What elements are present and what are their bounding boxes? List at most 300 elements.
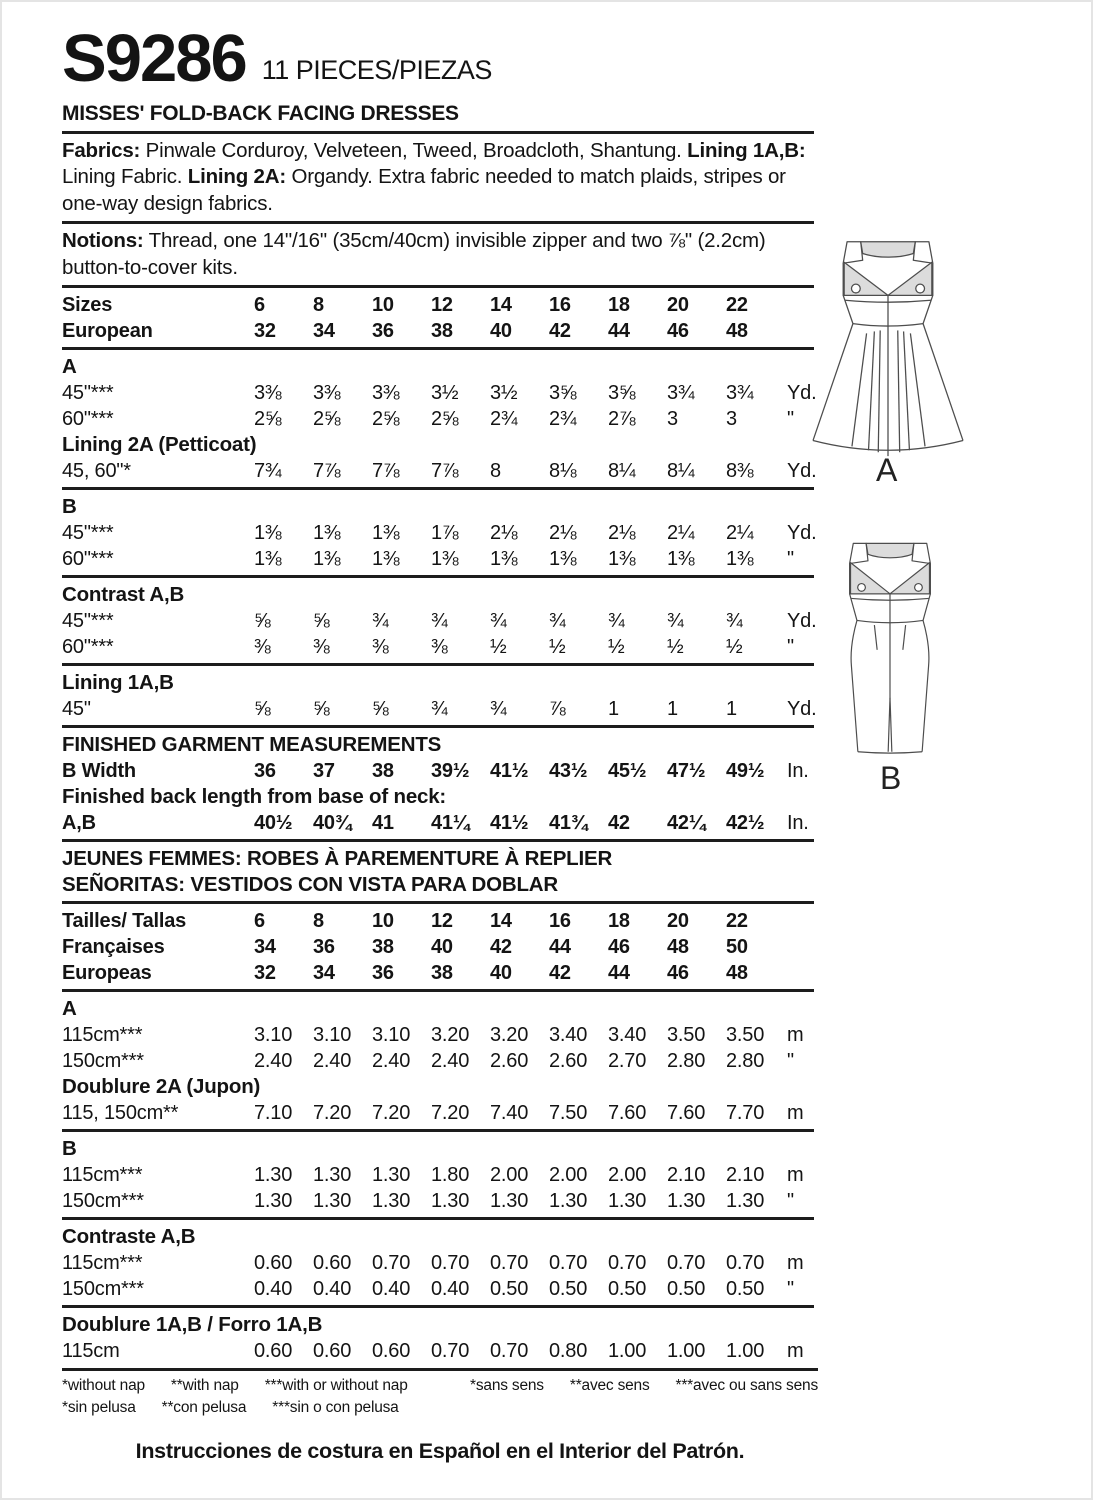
strap-left <box>850 543 868 563</box>
row-value: 2⅛ <box>549 522 577 545</box>
back-band <box>866 543 914 557</box>
row-unit: In. <box>787 760 809 783</box>
row-value: 1.30 <box>608 1190 647 1213</box>
row-unit: Yd. <box>787 382 817 405</box>
row-value: 39½ <box>431 760 470 783</box>
divider <box>62 285 814 288</box>
row-value: 22 <box>726 294 748 317</box>
row-value: 2⅝ <box>313 408 341 431</box>
row-value: 0.70 <box>549 1252 588 1275</box>
row-value: 0.40 <box>254 1278 293 1301</box>
row-value: 49½ <box>726 760 765 783</box>
footnotes <box>62 1365 818 1419</box>
row-value: 1.30 <box>726 1190 765 1213</box>
row-value: 1.00 <box>667 1340 706 1363</box>
row-value: 2.10 <box>726 1164 765 1187</box>
flare-line <box>904 331 910 450</box>
row-value: 1⅜ <box>667 548 695 571</box>
dart-left <box>874 625 877 650</box>
row-value: 42 <box>549 962 571 985</box>
table-divider <box>62 1305 814 1308</box>
table-row <box>62 908 814 934</box>
row-value: 0.50 <box>490 1278 529 1301</box>
row-value: 8¼ <box>608 460 636 483</box>
row-value: 1 <box>608 698 619 721</box>
row-value: 0.80 <box>549 1340 588 1363</box>
row-value: 41¼ <box>431 812 470 835</box>
lining2-label: Lining 2A: <box>187 165 286 189</box>
strap-right <box>912 543 930 563</box>
row-unit: Yd. <box>787 522 817 545</box>
table-row <box>62 546 814 572</box>
row-value: 0.70 <box>726 1252 765 1275</box>
row-value: ½ <box>667 636 684 659</box>
row-value: 46 <box>667 962 689 985</box>
row-value: 1.30 <box>254 1164 293 1187</box>
table-divider <box>62 663 814 666</box>
table-row <box>62 318 814 344</box>
row-unit: " <box>787 1278 794 1301</box>
row-value: 2⅝ <box>372 408 400 431</box>
row-label: 45"*** <box>62 522 114 545</box>
row-value: 16 <box>549 294 571 317</box>
row-unit: m <box>787 1164 804 1187</box>
row-value: 47½ <box>667 760 706 783</box>
button-right <box>916 284 925 293</box>
table-divider <box>62 575 814 578</box>
row-value: ⅝ <box>313 610 330 633</box>
row-label: European <box>62 320 153 343</box>
row-label: 45" <box>62 698 91 721</box>
row-value: 3½ <box>431 382 459 405</box>
button-right <box>915 584 923 592</box>
row-value: 0.70 <box>667 1252 706 1275</box>
row-value: 40¾ <box>313 812 352 835</box>
row-value: 3.10 <box>254 1024 293 1047</box>
button-left <box>851 284 860 293</box>
row-unit: " <box>787 408 794 431</box>
row-value: 2.40 <box>313 1050 352 1073</box>
row-value: 8 <box>313 910 324 933</box>
fabrics-label: Fabrics: <box>62 138 141 162</box>
row-value: 2¼ <box>667 522 695 545</box>
row-value: ⅜ <box>313 636 330 659</box>
row-value: 0.50 <box>667 1278 706 1301</box>
row-value: 0.40 <box>431 1278 470 1301</box>
row-value: 34 <box>313 962 335 985</box>
page-title: MISSES' FOLD-BACK FACING DRESSES <box>62 101 459 125</box>
dress-a-label: A <box>876 452 898 488</box>
footnote-item: **con pelusa <box>161 1399 247 1416</box>
lining2-text: Organdy. Extra fabric needed to match plaids, stripes or one-way design fabrics. <box>62 165 786 215</box>
row-value: 0.40 <box>313 1278 352 1301</box>
row-value: 2.60 <box>549 1050 588 1073</box>
footnote-line-2 <box>62 1397 818 1419</box>
row-value: 38 <box>372 936 394 959</box>
row-value: 18 <box>608 910 630 933</box>
row-value: 2¾ <box>490 408 518 431</box>
fabrics-paragraph <box>62 138 814 218</box>
masthead <box>62 21 814 96</box>
row-unit: m <box>787 1252 804 1275</box>
row-label: 115cm <box>62 1340 120 1363</box>
table-row <box>62 960 814 986</box>
row-value: 18 <box>608 294 630 317</box>
row-value: 46 <box>608 936 630 959</box>
row-label: Tailles/ Tallas <box>62 910 187 933</box>
footnote-item: *sans sens <box>470 1377 544 1394</box>
row-value: 6 <box>254 294 265 317</box>
row-value: 48 <box>667 936 689 959</box>
row-value: 38 <box>431 320 453 343</box>
flare-line <box>910 333 925 446</box>
row-value: 2.00 <box>549 1164 588 1187</box>
row-value: 3⅝ <box>549 382 577 405</box>
row-value: 3.10 <box>372 1024 411 1047</box>
row-value: 2.80 <box>726 1050 765 1073</box>
row-value: 0.50 <box>608 1278 647 1301</box>
row-value: 1⅜ <box>313 548 341 571</box>
row-value: 8 <box>313 294 324 317</box>
row-value: 7.60 <box>667 1102 706 1125</box>
table-row <box>62 810 814 836</box>
table-section-heading: Lining 2A (Petticoat) <box>62 433 257 457</box>
row-value: 1⅞ <box>431 522 459 545</box>
row-unit: " <box>787 636 794 659</box>
row-value: 22 <box>726 910 748 933</box>
strap-left <box>843 242 862 263</box>
row-value: 20 <box>667 294 689 317</box>
table-divider <box>62 347 814 350</box>
row-value: 36 <box>372 320 394 343</box>
row-value: 7⅞ <box>313 460 341 483</box>
row-value: 2⅝ <box>254 408 282 431</box>
divider <box>62 221 814 224</box>
table-section-heading: Doublure 1A,B / Forro 1A,B <box>62 1313 323 1337</box>
row-value: ½ <box>608 636 625 659</box>
skirt-left-edge <box>851 620 858 751</box>
row-label: 60"*** <box>62 408 114 431</box>
table-section-heading: Contraste A,B <box>62 1225 196 1249</box>
pattern-number: S9286 <box>62 21 246 96</box>
row-value: 7⅞ <box>372 460 400 483</box>
row-value: 14 <box>490 910 512 933</box>
row-label: 60"*** <box>62 548 114 571</box>
row-value: 1⅜ <box>726 548 754 571</box>
row-label: Sizes <box>62 294 113 317</box>
row-value: 32 <box>254 320 276 343</box>
back-slit-right <box>890 698 892 752</box>
table-section-heading: Doublure 2A (Jupon) <box>62 1075 261 1099</box>
row-value: ¾ <box>431 698 448 721</box>
table-divider <box>62 839 814 842</box>
footnotes-spanish <box>62 1397 425 1419</box>
row-value: 40 <box>490 962 512 985</box>
row-value: 20 <box>667 910 689 933</box>
row-value: 8⅛ <box>549 460 577 483</box>
row-value: 3⅝ <box>608 382 636 405</box>
lining1-text: Lining Fabric. <box>62 165 188 189</box>
row-value: ⅜ <box>254 636 271 659</box>
table-row <box>62 634 814 660</box>
notions-text: Thread, one 14"/16" (35cm/40cm) invisible zipper and two ⅞" (2.2cm) button-to-cover kits. <box>62 229 766 279</box>
row-value: 3¾ <box>667 382 695 405</box>
row-value: 0.70 <box>490 1340 529 1363</box>
row-value: 1.30 <box>549 1190 588 1213</box>
footnote-item: ***sin o con pelusa <box>272 1399 399 1416</box>
table-section-heading: Contrast A,B <box>62 583 185 607</box>
table-row <box>62 1250 814 1276</box>
row-unit: " <box>787 1190 794 1213</box>
row-value: 45½ <box>608 760 647 783</box>
row-value: 7.10 <box>254 1102 293 1125</box>
row-value: 2⅝ <box>431 408 459 431</box>
midriff-right <box>923 295 933 323</box>
row-value: 7.40 <box>490 1102 529 1125</box>
row-value: 1⅜ <box>313 522 341 545</box>
row-value: 2.10 <box>667 1164 706 1187</box>
row-value: 2.70 <box>608 1050 647 1073</box>
row-value: 1.30 <box>667 1190 706 1213</box>
row-value: 2⅞ <box>608 408 636 431</box>
row-value: 2.40 <box>254 1050 293 1073</box>
row-value: ½ <box>549 636 566 659</box>
row-value: 40 <box>490 320 512 343</box>
table-divider <box>62 1217 814 1220</box>
footnotes-english <box>62 1375 434 1397</box>
row-label: B Width <box>62 760 136 783</box>
row-value: 3⅜ <box>313 382 341 405</box>
footnote-item: ***avec ou sans sens <box>675 1377 818 1394</box>
row-value: 41½ <box>490 760 529 783</box>
row-value: 1.30 <box>313 1190 352 1213</box>
row-value: 7¾ <box>254 460 282 483</box>
flare-line <box>878 330 880 452</box>
row-unit: " <box>787 548 794 571</box>
table-row <box>62 758 814 784</box>
row-value: 36 <box>254 760 276 783</box>
row-value: 2.40 <box>431 1050 470 1073</box>
footnote-item: *sin pelusa <box>62 1399 136 1416</box>
row-value: 3.50 <box>726 1024 765 1047</box>
row-value: 48 <box>726 320 748 343</box>
row-value: 42 <box>549 320 571 343</box>
row-label: 45, 60"* <box>62 460 131 483</box>
row-value: 1.00 <box>726 1340 765 1363</box>
row-value: 36 <box>372 962 394 985</box>
row-value: 1 <box>667 698 678 721</box>
row-value: 1⅜ <box>372 548 400 571</box>
row-value: 16 <box>549 910 571 933</box>
table-divider <box>62 1129 814 1132</box>
row-value: 1⅜ <box>549 548 577 571</box>
row-value: 1.80 <box>431 1164 470 1187</box>
divider <box>62 131 814 134</box>
table-section-heading: A <box>62 355 77 379</box>
footnotes-french <box>444 1375 818 1397</box>
row-value: 0.70 <box>490 1252 529 1275</box>
row-value: 1 <box>726 698 737 721</box>
row-value: 14 <box>490 294 512 317</box>
row-value: ⅝ <box>254 698 271 721</box>
row-value: ⅞ <box>549 698 566 721</box>
row-value: 42¼ <box>667 812 706 835</box>
skirt-left-edge <box>813 324 853 441</box>
row-value: 46 <box>667 320 689 343</box>
row-value: 44 <box>549 936 571 959</box>
row-value: 3.40 <box>549 1024 588 1047</box>
row-value: 43½ <box>549 760 588 783</box>
row-value: 36 <box>313 936 335 959</box>
row-value: 1.00 <box>608 1340 647 1363</box>
row-value: 7.50 <box>549 1102 588 1125</box>
row-value: 44 <box>608 962 630 985</box>
row-value: 42½ <box>726 812 765 835</box>
dress-b-label: B <box>880 760 902 796</box>
table-row <box>62 1188 814 1214</box>
row-value: ¾ <box>490 698 507 721</box>
dress-b-illustration <box>844 536 936 760</box>
row-value: ¾ <box>549 610 566 633</box>
row-value: 2.00 <box>608 1164 647 1187</box>
row-value: 1⅜ <box>608 548 636 571</box>
row-value: 41 <box>372 812 394 835</box>
row-value: 0.60 <box>372 1340 411 1363</box>
table-section-heading: FINISHED GARMENT MEASUREMENTS <box>62 733 442 757</box>
table-divider <box>62 989 814 992</box>
row-value: 48 <box>726 962 748 985</box>
row-value: 42 <box>608 812 630 835</box>
row-value: 50 <box>726 936 748 959</box>
footnote-item: ***with or without nap <box>264 1377 408 1394</box>
row-value: 41¾ <box>549 812 588 835</box>
row-value: 1⅜ <box>372 522 400 545</box>
row-value: ⅜ <box>431 636 448 659</box>
table-row <box>62 1100 814 1126</box>
row-label: 150cm*** <box>62 1050 144 1073</box>
row-value: 1.30 <box>313 1164 352 1187</box>
row-value: 44 <box>608 320 630 343</box>
row-unit: m <box>787 1102 804 1125</box>
row-value: 7.20 <box>372 1102 411 1125</box>
row-value: 0.70 <box>372 1252 411 1275</box>
row-value: 0.60 <box>254 1252 293 1275</box>
row-value: 8 <box>490 460 501 483</box>
row-value: 3.40 <box>608 1024 647 1047</box>
yardage-table <box>62 292 817 1364</box>
pieces-count: 11 PIECES/PIEZAS <box>261 54 492 85</box>
row-value: 7.20 <box>431 1102 470 1125</box>
row-value: 1.30 <box>372 1190 411 1213</box>
row-value: 0.60 <box>313 1340 352 1363</box>
row-value: 8⅜ <box>726 460 754 483</box>
notions-label: Notions: <box>62 229 144 253</box>
row-value: 1.30 <box>372 1164 411 1187</box>
row-label: 60"*** <box>62 636 114 659</box>
table-row <box>62 406 814 432</box>
row-unit: In. <box>787 812 809 835</box>
table-row <box>62 1162 814 1188</box>
row-label: Françaises <box>62 936 165 959</box>
row-unit: Yd. <box>787 610 817 633</box>
button-left <box>858 584 866 592</box>
table-row <box>62 696 817 722</box>
row-label: 150cm*** <box>62 1190 144 1213</box>
row-value: ⅝ <box>254 610 271 633</box>
row-value: 0.60 <box>254 1340 293 1363</box>
row-value: 3⅜ <box>254 382 282 405</box>
row-value: ¾ <box>608 610 625 633</box>
table-row <box>62 1276 814 1302</box>
row-unit: " <box>787 1050 794 1073</box>
row-value: 7⅞ <box>431 460 459 483</box>
row-value: 10 <box>372 294 394 317</box>
row-label: Europeas <box>62 962 152 985</box>
row-value: 2.00 <box>490 1164 529 1187</box>
row-value: ¾ <box>490 610 507 633</box>
table-divider <box>62 487 814 490</box>
table-section-heading: B <box>62 495 77 519</box>
row-value: 38 <box>431 962 453 985</box>
row-unit: Yd. <box>787 698 817 721</box>
table-section-heading: SEÑORITAS: VESTIDOS CON VISTA PARA DOBLAR <box>62 873 558 897</box>
midriff-right <box>923 594 930 621</box>
row-value: 38 <box>372 760 394 783</box>
row-value: 0.50 <box>549 1278 588 1301</box>
row-value: 0.60 <box>313 1252 352 1275</box>
row-value: 0.70 <box>431 1340 470 1363</box>
row-value: 12 <box>431 910 453 933</box>
row-value: ⅝ <box>313 698 330 721</box>
row-label: 45"*** <box>62 382 114 405</box>
table-row <box>62 458 817 484</box>
dress-a-illustration <box>808 234 968 460</box>
row-value: 2¾ <box>549 408 577 431</box>
lining1-label: Lining 1A,B: <box>687 138 806 162</box>
row-label: 150cm*** <box>62 1278 144 1301</box>
row-value: 3½ <box>490 382 518 405</box>
table-section-heading: Finished back length from base of neck: <box>62 785 447 809</box>
footnote-item: *without nap <box>62 1377 145 1394</box>
table-section-heading: Lining 1A,B <box>62 671 174 695</box>
row-value: 7.20 <box>313 1102 352 1125</box>
strap-right <box>913 242 932 263</box>
midriff-left <box>850 594 857 621</box>
table-row <box>62 1338 814 1364</box>
row-label: 45"*** <box>62 610 114 633</box>
row-value: 1.30 <box>490 1190 529 1213</box>
main-column <box>62 21 817 1364</box>
row-value: 1.30 <box>254 1190 293 1213</box>
row-value: 1⅜ <box>254 522 282 545</box>
midriff-left <box>843 295 853 323</box>
row-value: 3.10 <box>313 1024 352 1047</box>
spanish-instructions-note: Instrucciones de costura en Español en el Interior del Patrón. <box>135 1439 745 1463</box>
row-value: 2¼ <box>726 522 754 545</box>
fabrics-text: Pinwale Corduroy, Velveteen, Tweed, Broadcloth, Shantung. <box>140 138 688 162</box>
row-value: 1.30 <box>431 1190 470 1213</box>
row-value: 2.60 <box>490 1050 529 1073</box>
table-row <box>62 1022 814 1048</box>
row-value: 0.70 <box>608 1252 647 1275</box>
table-row <box>62 380 817 406</box>
table-section-heading: A <box>62 997 77 1021</box>
row-value: 0.50 <box>726 1278 765 1301</box>
row-value: 40½ <box>254 812 293 835</box>
row-value: ¾ <box>372 610 389 633</box>
row-value: ⅜ <box>372 636 389 659</box>
flare-line <box>869 331 875 450</box>
